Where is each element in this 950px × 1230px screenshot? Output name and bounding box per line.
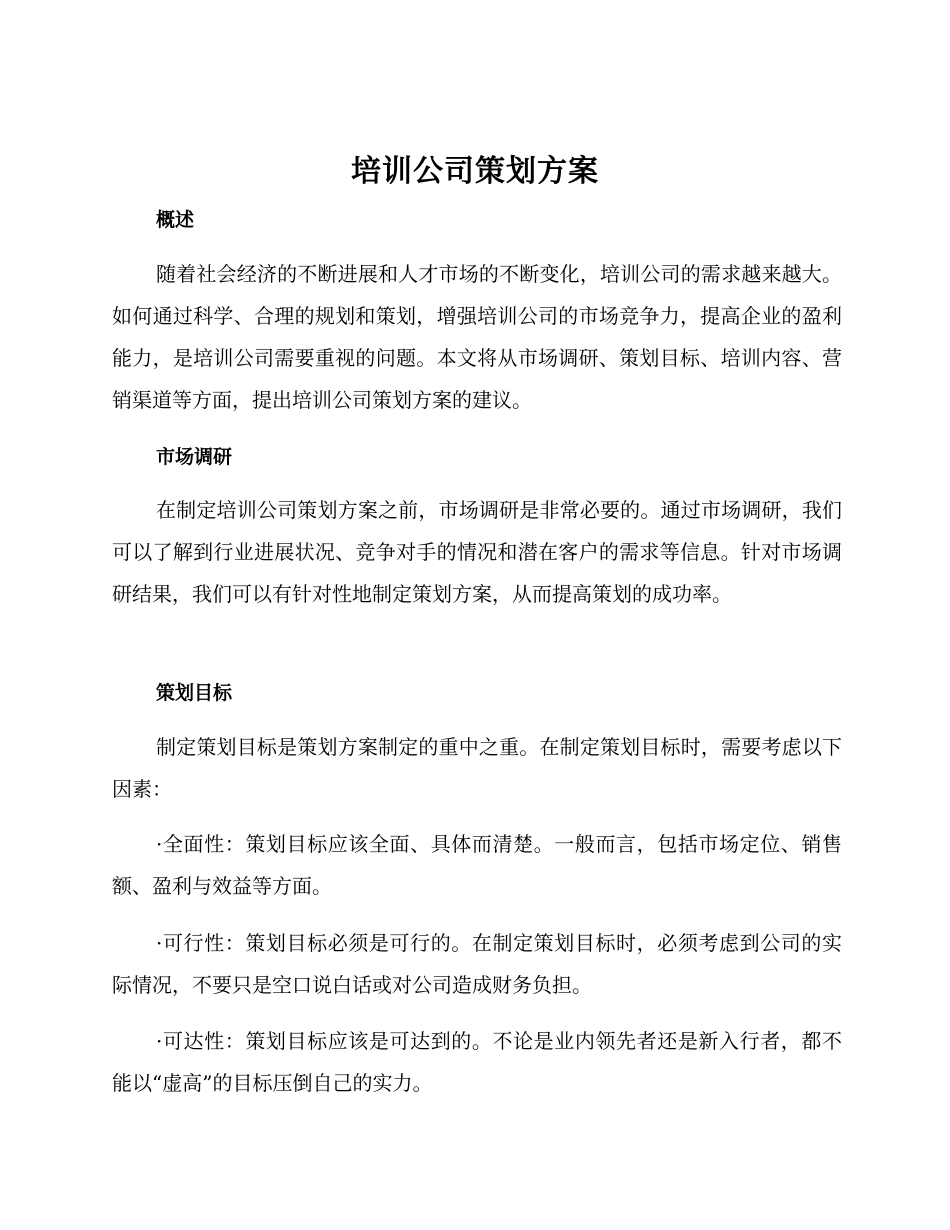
section-heading-overview: 概述 — [156, 209, 195, 231]
paragraph-planning-goals: 制定策划目标是策划方案制定的重中之重。在制定策划目标时，需要考虑以下因素： — [112, 735, 842, 801]
section-heading-market-research: 市场调研 — [156, 446, 233, 468]
bullet-feasibility: ·可行性：策划目标必须是可行的。在制定策划目标时，必须考虑到公司的实际情况，不要只是空口说白话或对公司造成财务负担。 — [112, 931, 842, 997]
paragraph-overview: 随着社会经济的不断进展和人才市场的不断变化，培训公司的需求越来越大。如何通过科学、合理的规划和策划，增强培训公司的市场竞争力，提高企业的盈利能力，是培训公司需要重视的问题。本文将从市场调研、策划目标、培训内容、营销渠道等方面，提出培训公司策划方案的建议。 — [112, 262, 842, 412]
bullet-comprehensiveness: ·全面性：策划目标应该全面、具体而清楚。一般而言，包括市场定位、销售额、盈利与效益等方面。 — [112, 832, 842, 898]
paragraph-market-research: 在制定培训公司策划方案之前，市场调研是非常必要的。通过市场调研，我们可以了解到行业进展状况、竞争对手的情况和潜在客户的需求等信息。针对市场调研结果，我们可以有针对性地制定策划方案，从而提高策划的成功率。 — [112, 498, 842, 606]
section-heading-planning-goals: 策划目标 — [156, 682, 233, 704]
document-title: 培训公司策划方案 — [351, 154, 599, 189]
bullet-achievability: ·可达性：策划目标应该是可达到的。不论是业内领先者还是新入行者，都不能以“虚高”的目标压倒自己的实力。 — [112, 1029, 842, 1095]
